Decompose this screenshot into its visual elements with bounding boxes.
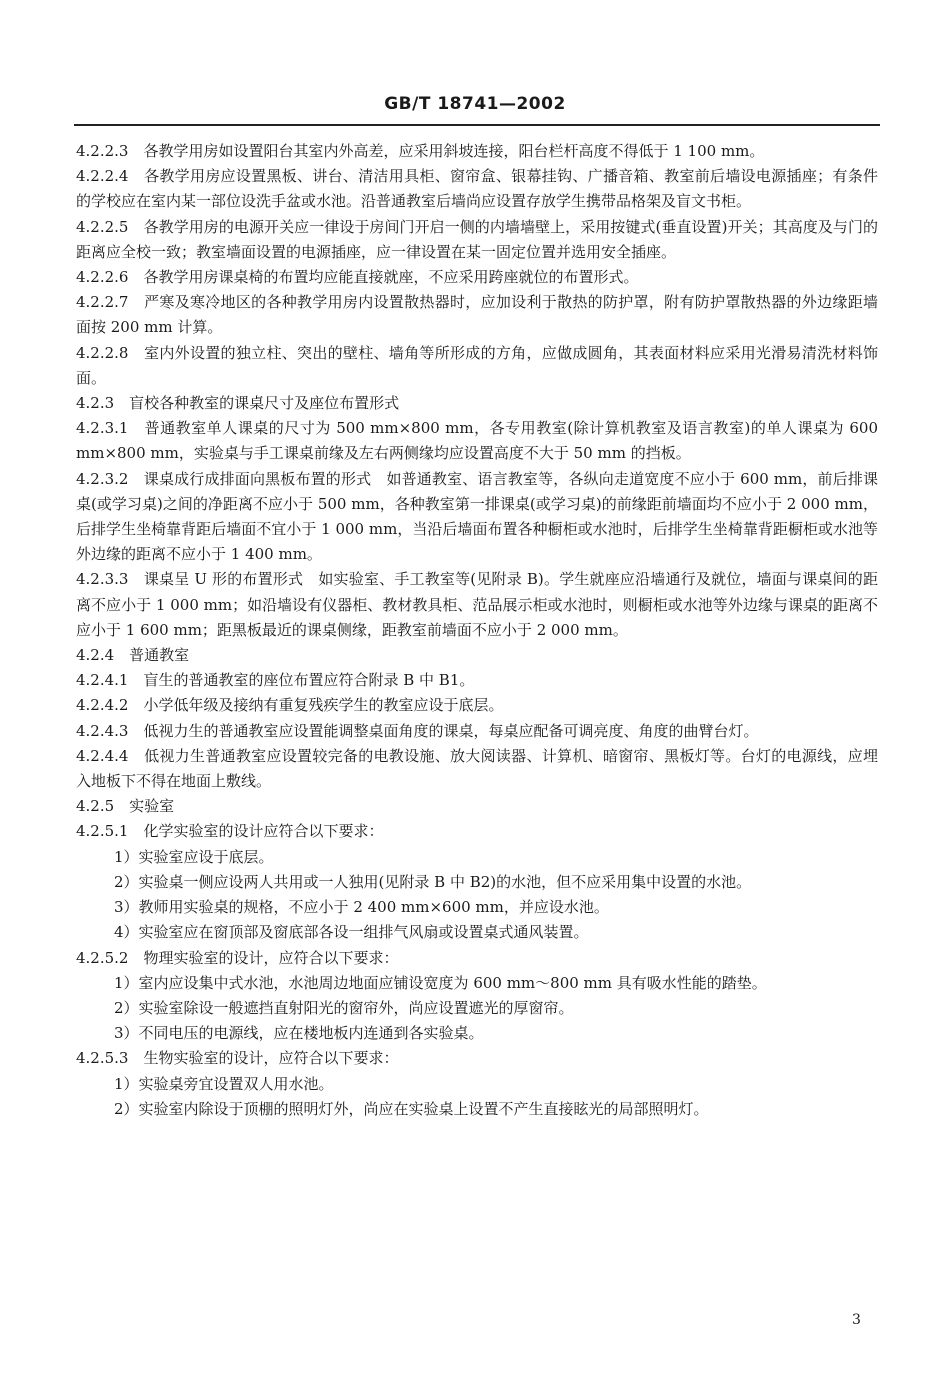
clause-4-2-2-8: 4.2.2.8 室内外设置的独立柱、突出的壁柱、墙角等所形成的方角，应做成圆角，其表面材料应采用光滑易清洗材料饰面。 — [76, 343, 878, 387]
clause-4-2-4-1: 4.2.4.1 盲生的普通教室的座位布置应符合附录 B 中 B1。 — [76, 671, 475, 690]
list-item: 1）室内应设集中式水池，水池周边地面应铺设宽度为 600 mm～800 mm 具有吸水性能的踏垫。 — [114, 973, 767, 992]
list-item: 2）实验室内除设于顶棚的照明灯外，尚应在实验桌上设置不产生直接眩光的局部照明灯。 — [114, 1099, 709, 1118]
list-item: 3）教师用实验桌的规格，不应小于 2 400 mm×600 mm，并应设水池。 — [114, 898, 609, 917]
clause-4-2-2-4: 4.2.2.4 各教学用房应设置黑板、讲台、清洁用具柜、窗帘盒、银幕挂钩、广播音箱、教室前后墙设电源插座；有条件的学校应在室内某一部位设洗手盆或水池。沿普通教室后墙尚应设置存放学生携带品格架及盲文书柜。 — [76, 167, 878, 211]
clause-4-2-4-4: 4.2.4.4 低视力生普通教室应设置较完备的电教设施、放大阅读器、计算机、暗窗帘、黑板灯等。台灯的电源线，应埋入地板下不得在地面上敷线。 — [76, 746, 878, 791]
clause-4-2-2-5: 4.2.2.5 各教学用房的电源开关应一律设于房间门开启一侧的内墙墙壁上，采用按键式(垂直设置)开关；其高度及与门的距离应全校一致；教室墙面设置的电源插座，应一律设置在某一固定位置并选用安全插座。 — [76, 217, 878, 261]
document-code-header: GB/T 18741—2002 — [384, 94, 566, 114]
clause-4-2-2-3: 4.2.2.3 各教学用房如设置阳台其室内外高差，应采用斜坡连接，阳台栏杆高度不得低于 1 100 mm。 — [76, 142, 765, 160]
clause-4-2-5-1: 4.2.5.1 化学实验室的设计应符合以下要求： — [76, 822, 384, 841]
list-item: 1）实验桌旁宜设置双人用水池。 — [114, 1074, 334, 1093]
list-item: 2）实验桌一侧应设两人共用或一人独用(见附录 B 中 B2)的水池，但不应采用集中设置的水池。 — [114, 872, 752, 891]
clause-4-2-5-2: 4.2.5.2 物理实验室的设计，应符合以下要求： — [76, 948, 399, 967]
clause-4-2-5-3: 4.2.5.3 生物实验室的设计，应符合以下要求： — [76, 1049, 399, 1068]
clause-4-2-3-3: 4.2.3.3 课桌呈 U 形的布置形式 如实验室、手工教室等(见附录 B)。学生就座应沿墙通行及就位，墙面与课桌间的距离不应小于 1 000 mm；如沿墙设有仪器柜、教材教具柜、范品展示柜或水池时，则橱柜或水池等外边缘与课桌的距离不应小于 1 600 mm；距黑板最近的课桌侧缘，距教室前墙面不应小于 2 000 mm。 — [76, 570, 878, 639]
clause-4-2-2-6: 4.2.2.6 各教学用房课桌椅的布置均应能直接就座，不应采用跨座就位的布置形式。 — [76, 268, 639, 287]
page-number: 3 — [852, 1312, 861, 1328]
list-item: 3）不同电压的电源线，应在楼地板内连通到各实验桌。 — [114, 1024, 484, 1043]
section-4-2-3-heading: 4.2.3 盲校各种教室的课桌尺寸及座位布置形式 — [76, 394, 400, 413]
header-rule — [74, 124, 880, 126]
document-body — [76, 139, 878, 1122]
section-4-2-5-heading: 4.2.5 实验室 — [76, 797, 175, 816]
list-item: 2）实验室除设一般遮挡直射阳光的窗帘外，尚应设置遮光的厚窗帘。 — [114, 998, 574, 1017]
clause-4-2-4-2: 4.2.4.2 小学低年级及接纳有重复残疾学生的教室应设于底层。 — [76, 696, 504, 715]
section-4-2-4-heading: 4.2.4 普通教室 — [76, 646, 190, 665]
clause-4-2-3-1: 4.2.3.1 普通教室单人课桌的尺寸为 500 mm×800 mm，各专用教室(除计算机教室及语言教室)的单人课桌为 600 mm×800 mm，实验桌与手工课桌前缘及左右两侧缘均应设置高度不大于 50 mm 的挡板。 — [76, 419, 878, 463]
clause-4-2-3-2: 4.2.3.2 课桌成行成排面向黑板布置的形式 如普通教室、语言教室等，各纵向走道宽度不应小于 600 mm，前后排课桌(或学习桌)之间的净距离不应小于 500 mm，各种教室第一排课桌(或学习桌)的前缘距前墙面均不应小于 2 000 mm，后排学生坐椅靠背距后墙面不宜小于 1 000 mm，当沿后墙面布置各种橱柜或水池时，后排学生坐椅靠背距橱柜或水池等外边缘的距离不应小于 1 400 mm。 — [76, 469, 878, 564]
list-item: 1）实验室应设于底层。 — [114, 847, 274, 866]
clause-4-2-2-7: 4.2.2.7 严寒及寒冷地区的各种教学用房内设置散热器时，应加设利于散热的防护罩，附有防护罩散热器的外边缘距墙面按 200 mm 计算。 — [76, 293, 878, 337]
list-item: 4）实验室应在窗顶部及窗底部各设一组排气风扇或设置桌式通风装置。 — [114, 923, 589, 942]
clause-4-2-4-3: 4.2.4.3 低视力生的普通教室应设置能调整桌面角度的课桌，每桌应配备可调亮度、角度的曲臂台灯。 — [76, 721, 759, 740]
